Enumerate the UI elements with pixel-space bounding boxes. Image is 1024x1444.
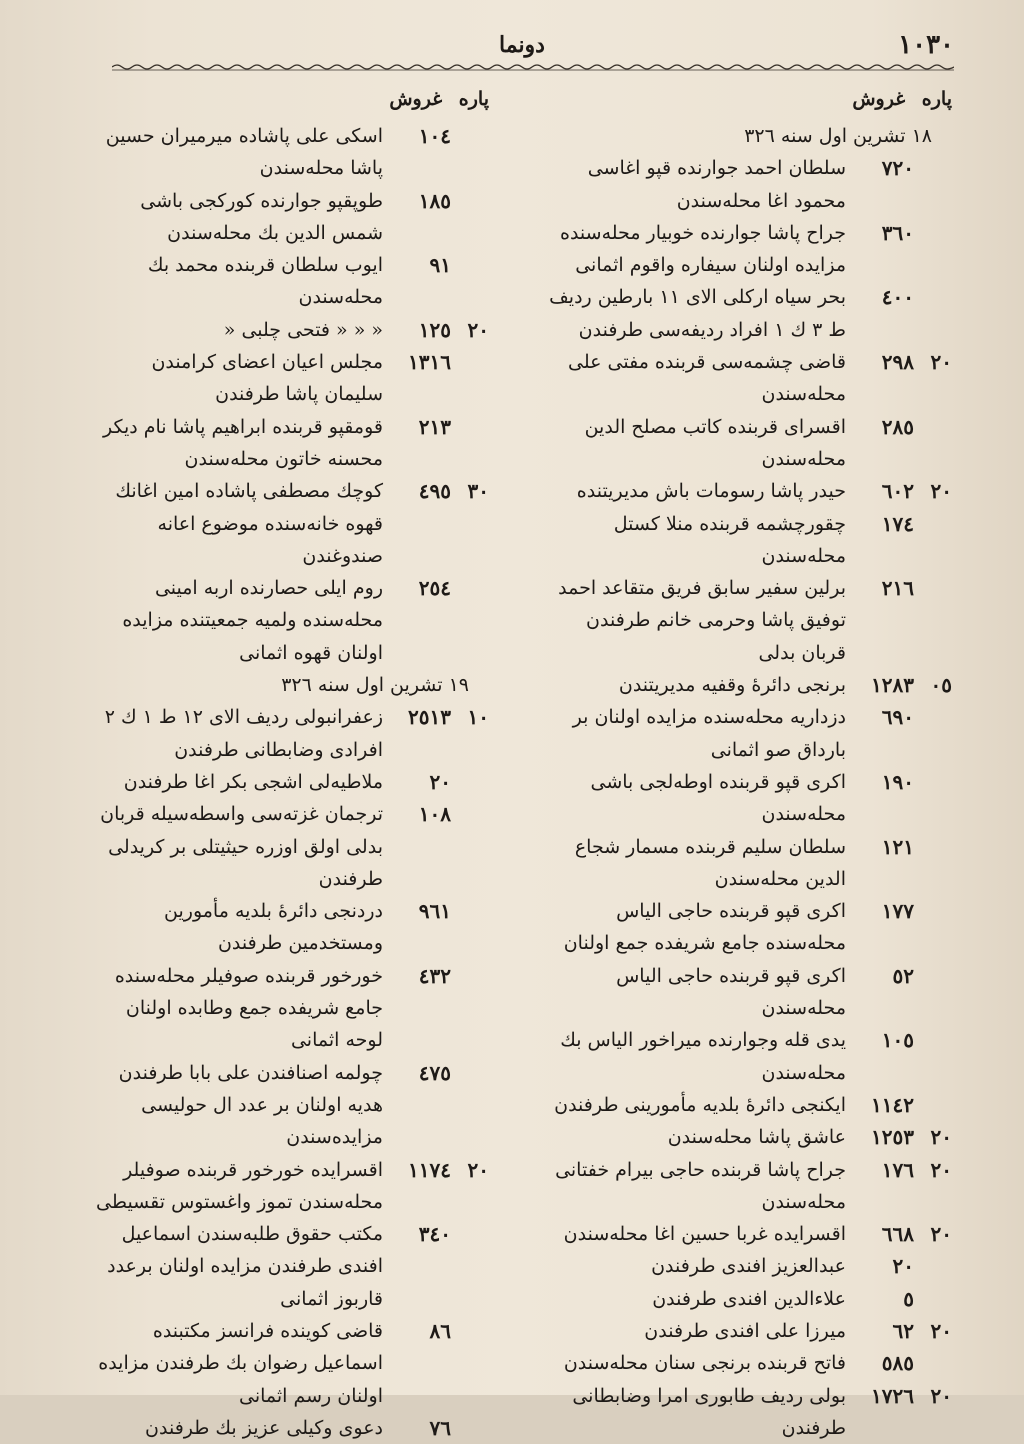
gurush-amount: ٣٦٠	[881, 220, 914, 245]
gurush-amount: ٢١٦	[881, 576, 914, 601]
para-amount: ٢٠	[467, 1157, 489, 1182]
entry-text: قاضى چشمه‌سى قربنده مفتى على محله‌سندن	[568, 351, 846, 406]
list-item	[94, 475, 489, 572]
entry-text: اقسرايده غربا حسين اغا محله‌سندن	[563, 1223, 846, 1246]
list-item	[94, 766, 489, 798]
entry-text: زعفرانبولى رديف الاى ١٢ ط ١ ك ٢ افرادى وضابطانى طرفندن	[104, 706, 383, 761]
list-item	[542, 701, 952, 766]
entry-text: روم ايلى حصارنده اربه امينى محله‌سنده ولميه جمعيتنده مزايده اولنان قهوه اثمانى	[122, 577, 383, 664]
entry-text: چقورچشمه قربنده منلا كستل محله‌سندن	[613, 512, 846, 567]
para-amount	[451, 1057, 489, 1154]
para-amount	[914, 217, 952, 282]
column-header	[94, 88, 489, 116]
list-item	[94, 1057, 489, 1154]
gurush-amount: ٩٦١	[418, 899, 451, 924]
para-amount	[451, 1315, 489, 1412]
para-amount	[914, 152, 952, 217]
gurush-amount: ٥٨٥	[881, 1351, 914, 1376]
para-amount: ٢٠	[930, 1125, 952, 1150]
gurush-amount: ١٢٥٣	[871, 1125, 914, 1150]
gurush-amount: ١٨٥	[418, 188, 451, 213]
gurush-amount: ٤٧٥	[418, 1060, 451, 1085]
gurush-amount: ١١٤٢	[871, 1092, 914, 1117]
gurush-amount: ٣٤٠	[418, 1222, 451, 1247]
entry-text: عاشق پاشا محله‌سندن	[667, 1126, 846, 1149]
gurush-amount: ١٧٤	[881, 511, 914, 536]
list-item	[94, 572, 489, 669]
list-item	[542, 1283, 952, 1315]
gurush-amount: ١١٧٤	[408, 1157, 451, 1182]
para-amount: ٢٠	[467, 317, 489, 342]
entry-text: ترجمان غزته‌سى واسطه‌سيله قربان بدلى اولق اوزره حيثيتلى بر كريدلى طرفندن	[100, 803, 383, 890]
entry-text: اسكى على پاشاده ميرميران حسين پاشا محله‌سندن	[105, 125, 383, 180]
gurush-amount: ٨٦	[429, 1318, 451, 1343]
para-amount: ١٠	[467, 705, 489, 730]
entry-text: دعوى وكيلى عزيز بك طرفندن	[145, 1416, 383, 1439]
date-line: ١٩ تشرين اول سنه ٣٢٦	[281, 674, 469, 697]
para-amount	[451, 185, 489, 250]
entry-text: مجلس اعيان اعضاى كرامندن سليمان پاشا طرفندن	[151, 351, 383, 406]
gurush-amount: ٢١٣	[418, 414, 451, 439]
entry-text: اقسرايده خورخور قربنده صوفيلر محله‌سندن تموز واغستوس تقسيطى	[96, 1158, 383, 1213]
column-header	[542, 88, 952, 116]
gurush-amount: ١٠٥	[881, 1028, 914, 1053]
entry-text: ملاطيه‌لى اشجى بكر اغا طرفندن	[123, 770, 383, 793]
para-amount	[914, 766, 952, 831]
entry-text: طوپقپو جوارنده كوركجى باشى شمس الدين بك محله‌سندن	[140, 189, 383, 244]
entry-text: اقسراى قربنده كاتب مصلح الدين محله‌سندن	[584, 415, 846, 470]
para-amount	[914, 895, 952, 960]
para-amount	[914, 1283, 952, 1315]
para-amount	[914, 960, 952, 1025]
entry-text: حيدر پاشا رسومات باش مديريتنده	[576, 480, 846, 503]
list-item	[94, 798, 489, 895]
left-column	[94, 88, 489, 1444]
para-amount	[451, 249, 489, 314]
list-item	[94, 185, 489, 250]
para-amount: ٣٠	[467, 479, 489, 504]
para-amount: ٢٠	[930, 1222, 952, 1247]
header-para: پاره	[921, 88, 952, 110]
para-amount	[914, 701, 952, 766]
entry-text: ايوب سلطان قربنده محمد بك محله‌سندن	[147, 254, 383, 309]
list-item	[94, 1412, 489, 1444]
entry-text: اكرى قپو قربنده حاجى الياس محله‌سندن	[616, 964, 846, 1020]
para-amount	[451, 1412, 489, 1444]
list-item	[542, 1154, 952, 1219]
list-item	[94, 346, 489, 411]
entry-text: ايكنجى دائرهٔ بلديه مأمورينى طرفندن	[554, 1093, 846, 1116]
list-item	[94, 411, 489, 476]
gurush-amount: ٢٥١٣	[408, 705, 451, 730]
list-item	[542, 831, 952, 896]
entry-text: عبدالعزيز افندى طرفندن	[651, 1255, 846, 1278]
gurush-amount: ٤٠٠	[881, 285, 914, 310]
right-entries	[542, 120, 952, 1444]
entry-text: سلطان سليم قربنده مسمار شجاع الدين محله‌سندن	[574, 835, 846, 890]
list-item	[542, 411, 952, 476]
entry-text: جراح پاشا جوارنده خوبيار محله‌سنده مزايده اولنان سيفاره واقوم اثمانى	[560, 221, 846, 277]
page-number: ١٠٣٠	[898, 30, 954, 60]
para-amount	[451, 572, 489, 669]
entry-text: سلطان احمد جوارنده قپو اغاسى محمود اغا محله‌سندن	[587, 157, 846, 212]
entry-text: خورخور قربنده صوفيلر محله‌سنده جامع شريفده جمع وطابده اولنان لوحه اثمانى	[114, 964, 383, 1052]
entry-text: چولمه اصنافندن على بابا طرفندن هديه اولنان بر عدد ال حوليسى مزايده‌سندن	[118, 1061, 383, 1149]
gurush-amount: ٦٩٠	[881, 705, 914, 730]
para-amount	[914, 1024, 952, 1089]
gurush-amount: ١٧٢٦	[871, 1383, 914, 1408]
list-item	[94, 1218, 489, 1315]
entry-text: مكتب حقوق طلبه‌سندن اسماعيل افندى طرفندن مزايده اولنان برعدد قاربوز اثمانى	[107, 1223, 383, 1310]
para-amount	[451, 1218, 489, 1315]
gurush-amount: ١٩٠	[881, 769, 914, 794]
list-item	[542, 217, 952, 282]
list-item	[542, 281, 952, 346]
entry-text: قاضى كوينده فرانسز مكتبنده اسماعيل رضوان بك طرفندن مزايده اولنان رسم اثمانى	[98, 1319, 383, 1407]
header-rule	[112, 62, 954, 72]
list-item	[542, 766, 952, 831]
list-item	[542, 1315, 952, 1347]
gurush-amount: ٦٠٢	[881, 479, 914, 504]
list-item	[542, 508, 952, 573]
list-item	[542, 895, 952, 960]
entry-text: برنجى دائرهٔ وقفيه مديريتندن	[618, 674, 846, 697]
entry-text: كوچك مصطفى پاشاده امين اغانك قهوه خانه‌سنده موضوع اعانه صندوغندن	[115, 480, 383, 567]
gurush-amount: ١٠٨	[418, 802, 451, 827]
para-amount: ٢٠	[930, 1157, 952, 1182]
list-item	[542, 1250, 952, 1282]
header-gurush: غروش	[852, 88, 906, 110]
gurush-amount: ٢٠	[429, 769, 451, 794]
para-amount	[914, 411, 952, 476]
para-amount	[451, 895, 489, 960]
gurush-amount: ٢٥٤	[418, 576, 451, 601]
para-amount	[914, 1250, 952, 1282]
entry-text: دردنجى دائرهٔ بلديه مأمورين ومستخدمين طرفندن	[164, 900, 383, 955]
gurush-amount: ٩١	[429, 253, 451, 278]
para-amount	[451, 346, 489, 411]
entry-text: بولى رديف طابورى امرا وضابطانى طرفندن	[572, 1384, 846, 1439]
list-item	[542, 346, 952, 411]
entry-text: جراح پاشا قربنده حاجى بيرام خفتانى محله‌سندن	[555, 1158, 846, 1213]
list-item	[542, 1380, 952, 1444]
list-item	[542, 960, 952, 1025]
para-amount	[914, 281, 952, 346]
gurush-amount: ٧٦	[429, 1415, 451, 1440]
gurush-amount: ١٠٤	[418, 124, 451, 148]
left-entries	[94, 120, 489, 1444]
gurush-amount: ٧٢٠	[881, 156, 914, 181]
para-amount	[914, 508, 952, 573]
gurush-amount: ٥٢	[892, 963, 914, 988]
list-item	[94, 701, 489, 766]
gurush-amount: ١٢٥	[418, 317, 451, 342]
para-amount	[914, 1347, 952, 1379]
list-item	[94, 895, 489, 960]
list-item	[542, 1121, 952, 1153]
entry-text: اكرى قپو قربنده اوطه‌لجى باشى محله‌سندن	[590, 770, 846, 826]
page-header	[90, 30, 954, 60]
gurush-amount: ٤٣٢	[418, 963, 451, 988]
list-item	[94, 1315, 489, 1412]
para-amount: ٢٠	[930, 350, 952, 375]
gurush-amount: ١٢١	[881, 834, 914, 859]
list-item	[94, 314, 489, 346]
gurush-amount: ٢٠	[892, 1254, 914, 1279]
para-amount	[451, 766, 489, 798]
list-item	[542, 152, 952, 217]
list-item	[542, 1089, 952, 1121]
para-amount	[914, 572, 952, 669]
list-item	[94, 249, 489, 314]
gurush-amount: ٢٨٥	[881, 414, 914, 439]
gurush-amount: ٦٦٨	[881, 1222, 914, 1247]
entry-text: « « « فتحى چلبى «	[223, 318, 383, 341]
list-item	[94, 960, 489, 1057]
para-amount	[451, 411, 489, 476]
gurush-amount: ١٧٧	[881, 899, 914, 924]
entry-text: يدى قله وجوارنده ميراخور الياس بك محله‌سندن	[560, 1029, 846, 1084]
gurush-amount: ٦٢	[892, 1318, 914, 1343]
gurush-amount: ١٢٨٣	[871, 673, 914, 698]
para-amount: ٠٥	[930, 673, 952, 698]
para-amount	[451, 120, 489, 185]
entry-text: دزداريه محله‌سنده مزايده اولنان بر بارداق صو اثمانى	[572, 706, 846, 761]
para-amount	[914, 831, 952, 896]
entry-text: فاتح قربنده برنجى سنان محله‌سندن	[563, 1352, 846, 1375]
para-amount: ٢٠	[930, 479, 952, 504]
gurush-amount: ٢٩٨	[881, 350, 914, 375]
list-item	[94, 120, 489, 185]
list-item	[542, 1347, 952, 1379]
entry-text: بحر سياه اركلى الاى ١١ بارطين رديف ط ٣ ك ١ افراد رديفه‌سى طرفندن	[549, 286, 846, 341]
para-amount	[914, 1089, 952, 1121]
entry-text: قومقپو قربنده ابراهيم پاشا نام ديكر محسنه خاتون محله‌سندن	[102, 415, 383, 470]
header-gurush: غروش	[389, 88, 443, 110]
right-column	[542, 88, 952, 1444]
list-item	[542, 1218, 952, 1250]
list-item	[542, 1024, 952, 1089]
gurush-amount: ٥	[903, 1286, 914, 1311]
para-amount: ٢٠	[930, 1318, 952, 1343]
para-amount: ٢٠	[930, 1383, 952, 1408]
para-amount	[451, 960, 489, 1057]
gurush-amount: ١٣١٦	[408, 350, 451, 375]
list-item	[542, 669, 952, 701]
list-item	[542, 475, 952, 507]
list-item	[542, 572, 952, 669]
list-item	[94, 1154, 489, 1219]
entry-text: برلين سفير سابق فريق متقاعد احمد توفيق پاشا وحرمى خانم طرفندن قربان بدلى	[558, 577, 846, 664]
entry-text: علاءالدين افندى طرفندن	[652, 1287, 846, 1310]
entry-text: ميرزا على افندى طرفندن	[644, 1319, 846, 1342]
gurush-amount: ١٧٦	[881, 1157, 914, 1182]
gurush-amount: ٤٩٥	[418, 479, 451, 504]
para-amount	[451, 798, 489, 895]
entry-text: اكرى قپو قربنده حاجى الياس محله‌سنده جامع شريفده جمع اولنان	[563, 900, 846, 955]
header-para: پاره	[458, 88, 489, 110]
date-line: ١٨ تشرين اول سنه ٣٢٦	[744, 125, 932, 147]
running-title: دونما	[499, 32, 545, 58]
